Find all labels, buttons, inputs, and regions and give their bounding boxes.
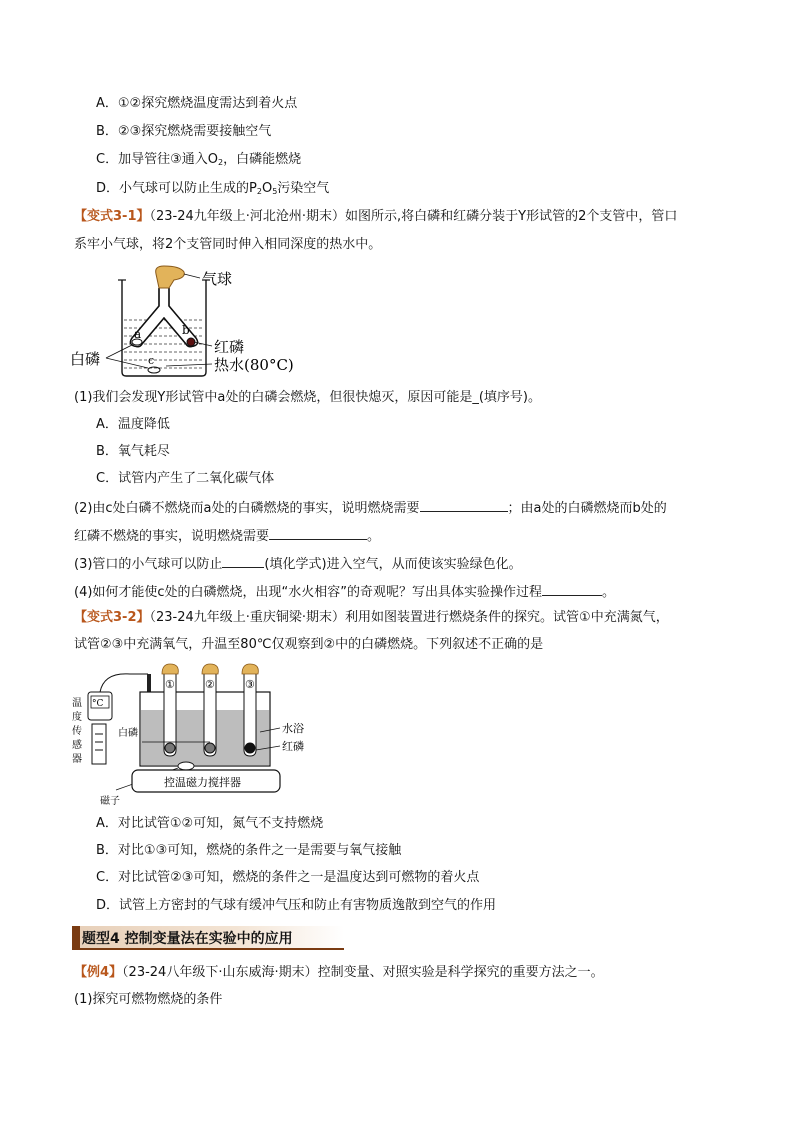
question-3-text-b: (填化学式)进入空气，从而使该实验绿色化。 — [264, 557, 522, 572]
white-phosphorus-label-2: 白磷 — [118, 728, 138, 739]
variant-3-1-line-2: 系牢小气球，将2个支管同时伸入相同深度的热水中。 — [74, 237, 382, 252]
question-2-text-c: 红磷不燃烧的事实，说明燃烧需要 — [74, 529, 270, 544]
option-c-text: C．加导管往③通入O — [96, 152, 218, 167]
hot-water-label: 热水(80°C) — [214, 356, 294, 374]
sensor-label-hidden: 温度传感器 — [70, 662, 75, 663]
question-2-text-b: ；由a处的白磷燃烧而b处的 — [507, 501, 667, 516]
question-4 — [74, 582, 615, 602]
option-b: B．②③探究燃烧需要接触空气 — [96, 124, 272, 139]
section-header — [72, 926, 344, 950]
example-4-tag: 【例4】 — [74, 965, 123, 980]
red-phosphorus-label-2: 红磷 — [282, 740, 304, 753]
v32-option-b: B．对比①③可知，燃烧的条件之一是需要与氧气接触 — [96, 843, 402, 858]
option-d-text-end: 污染空气 — [277, 181, 330, 196]
magnet-label: 磁子 — [100, 796, 120, 807]
section-title: 题型4 控制变量法在实验中的应用 — [82, 931, 293, 947]
variant-3-2-tag: 【变式3-2】 — [74, 610, 150, 625]
example-4-line-1: （23-24八年级下·山东威海·期末）控制变量、对照实验是科学探究的重要方法之一。 — [122, 965, 604, 980]
option-d-subscript-2: 5 — [272, 187, 278, 196]
q1-option-c: C．试管内产生了二氧化碳气体 — [96, 471, 275, 486]
sensor-char-1: 温 — [72, 698, 82, 709]
question-2-line-2 — [74, 526, 380, 546]
sensor-char-3: 传 — [72, 726, 82, 737]
sensor-char-2: 度 — [72, 712, 82, 723]
section-marker — [72, 926, 80, 948]
white-phosphorus-label: 白磷 — [70, 350, 101, 368]
y-tube-figure — [70, 262, 310, 382]
label-b: b — [182, 323, 190, 337]
sensor-char-5: 器 — [72, 754, 82, 765]
question-3-text-a: (3)管口的小气球可以防止 — [74, 557, 223, 572]
balloon-label: 气球 — [202, 270, 233, 288]
sensor-label — [72, 697, 82, 765]
degree-display: °C — [92, 699, 104, 709]
variant-3-1-intro — [74, 208, 677, 226]
option-a: A．①②探究燃烧温度需达到着火点 — [96, 96, 298, 111]
question-1: (1)我们会发现Y形试管中a处的白磷会燃烧，但很快熄灭，原因可能是_(填序号)。 — [74, 390, 541, 405]
variant-3-2-line-2: 试管②③中充满氧气，升温至80℃仅观察到②中的白磷燃烧。下列叙述不正确的是 — [74, 637, 544, 652]
variant-3-1-line-1: （23-24九年级上·河北沧州·期末）如图所示,将白磷和红磷分装于Y形试管的2个支管中，管口 — [149, 209, 678, 224]
label-c: c — [148, 354, 155, 367]
tube-3-label: ③ — [245, 678, 255, 691]
option-d — [96, 180, 329, 201]
option-d-text: D．小气球可以防止生成的P — [96, 181, 257, 196]
answer-blank[interactable] — [420, 498, 508, 512]
stirrer-label: 控温磁力搅拌器 — [164, 776, 241, 789]
answer-blank[interactable] — [222, 554, 264, 568]
tube-2-label: ② — [205, 678, 215, 691]
option-c-subscript: 2 — [217, 158, 224, 167]
question-4-text-b: 。 — [602, 585, 616, 600]
variant-3-2-intro — [74, 609, 669, 627]
v32-option-a: A．对比试管①②可知，氮气不支持燃烧 — [96, 816, 324, 831]
tube-1-label: ① — [165, 678, 175, 691]
answer-blank[interactable] — [542, 582, 602, 596]
answer-blank[interactable] — [269, 526, 367, 540]
q1-option-a: A．温度降低 — [96, 417, 170, 432]
question-2-text-a: (2)由c处白磷不燃烧而a处的白磷燃烧的事实，说明燃烧需要 — [74, 501, 420, 516]
sensor-char-4: 感 — [72, 740, 82, 751]
option-d-subscript-1: 2 — [256, 187, 262, 196]
water-bath-label: 水浴 — [282, 722, 304, 735]
water-bath-figure — [70, 662, 320, 808]
v32-option-d: D．试管上方密封的气球有缓冲气压和防止有害物质逸散到空气的作用 — [96, 898, 497, 913]
question-4-text-a: (4)如何才能使c处的白磷燃烧，出现“水火相容”的奇观呢？写出具体实验操作过程 — [74, 585, 543, 600]
q1-option-b: B．氧气耗尽 — [96, 444, 170, 459]
example-4-question-1: (1)探究可燃物燃烧的条件 — [74, 992, 223, 1007]
option-c — [96, 151, 301, 172]
example-4-intro — [74, 964, 604, 982]
option-c-text-end: ，白磷能燃烧 — [223, 152, 302, 167]
variant-3-1-tag: 【变式3-1】 — [74, 209, 150, 224]
question-3 — [74, 554, 522, 574]
variant-3-2-line-1: （23-24九年级上·重庆铜梁·期末）利用如图装置进行燃烧条件的探究。试管①中充满氮气， — [149, 610, 669, 625]
red-phosphorus-label: 红磷 — [214, 338, 245, 356]
option-d-text-mid: O — [261, 181, 273, 196]
question-2-text-d: 。 — [367, 529, 381, 544]
v32-option-c: C．对比试管②③可知，燃烧的条件之一是温度达到可燃物的着火点 — [96, 870, 480, 885]
label-a: a — [134, 327, 142, 341]
question-2-line-1 — [74, 498, 667, 518]
